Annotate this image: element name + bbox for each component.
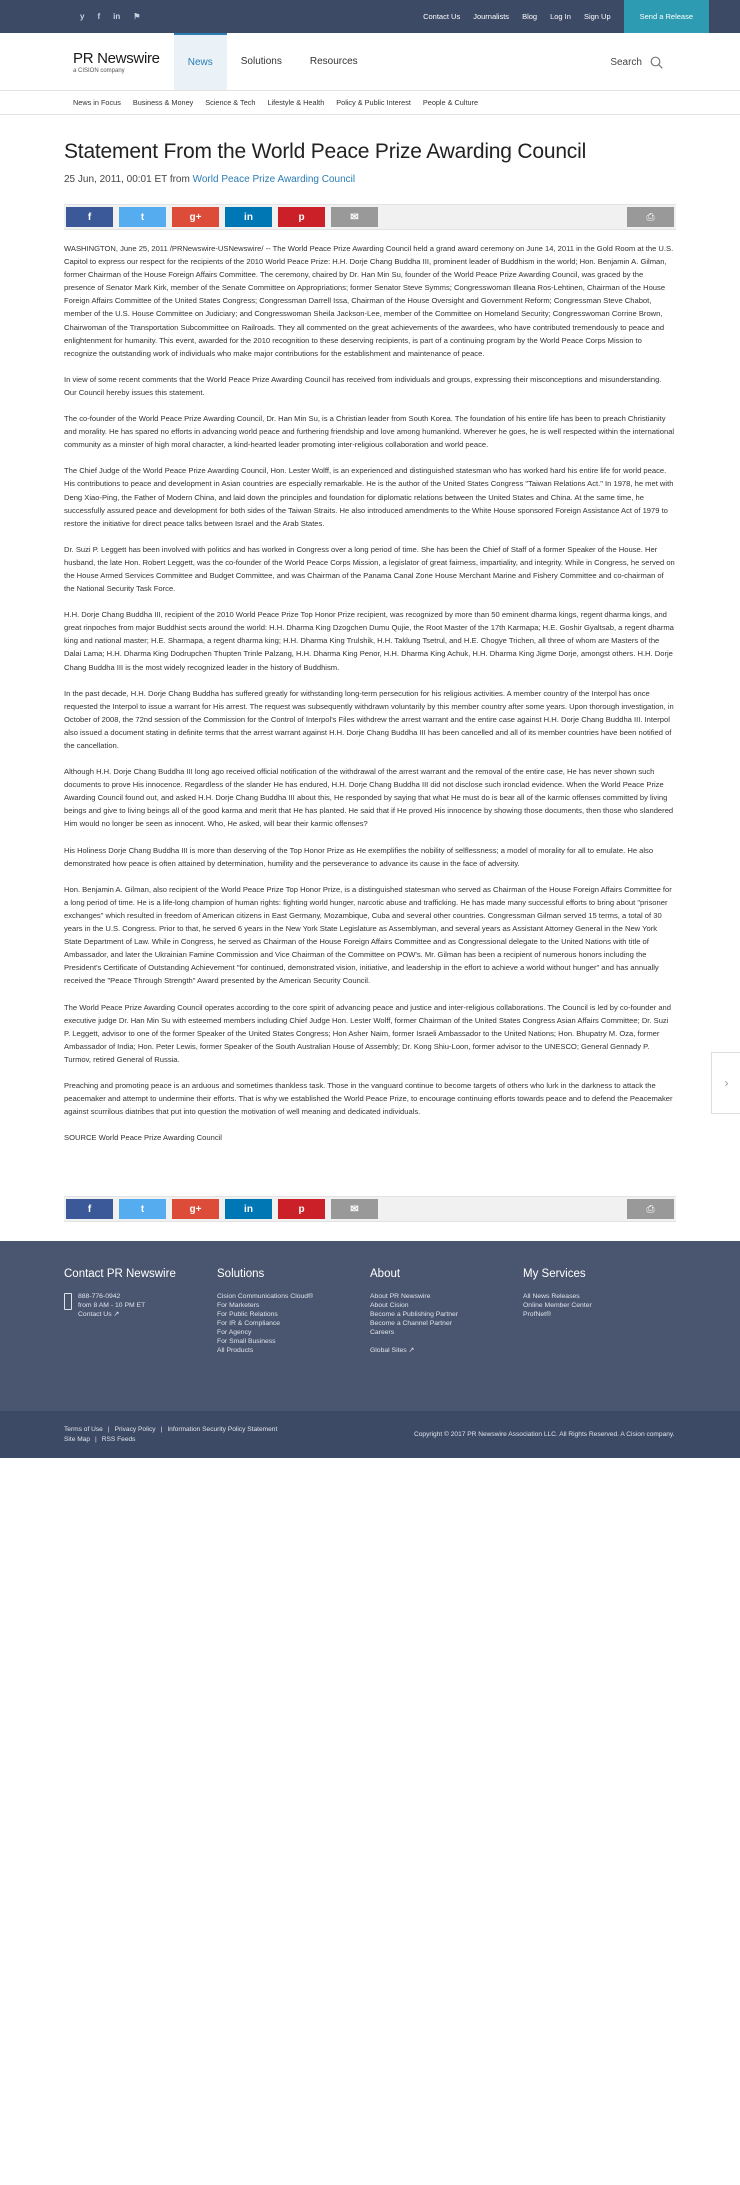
subnav-business-money[interactable]: Business & Money [132,98,194,107]
footer-link[interactable]: ProfNet® [523,1311,552,1319]
paragraph: The co-founder of the World Peace Prize Awarding Council, Dr. Han Min Su, is a Christian leader from South Korea. The foundation of his entire life has been to preach Christianity and morality. He has spared no efforts in advancing world peace and furthering friendship and love among humankind. Wherever he goes, he is well respected within the international community as a minster of high moral character, a kind-hearted leader promoting inter-religious collaboration and world peace. [64,414,675,450]
share-bar-bottom [64,1196,676,1222]
phone-block [64,1292,217,1319]
subnav-news-in-focus[interactable]: News in Focus [73,98,121,107]
facebook-share-button[interactable]: f [66,1199,113,1219]
separator: | [160,1425,163,1433]
subnav-lifestyle-health[interactable]: Lifestyle & Health [267,98,325,107]
footer-link[interactable]: Cision Communications Cloud® [217,1293,314,1301]
footer-about [370,1268,523,1411]
top-links [423,0,693,33]
social-links [80,12,140,21]
contact-us-link[interactable]: Contact Us [423,12,461,21]
search-icon[interactable] [650,56,663,69]
phone-number[interactable]: 888-776-0942 [78,1293,121,1301]
footer-link[interactable]: Careers [370,1329,395,1337]
source-line: SOURCE World Peace Prize Awarding Council [64,1133,222,1143]
search-label: Search [610,56,642,68]
logo-title: PR Newswire [73,49,160,67]
paragraph: The World Peace Prize Awarding Council operates according to the core spirit of advancing peace and justice and inter-religious collaborations. The Council is led by co-founder and executive judge Dr. Han Min Su with esteemed members including Chief Judge Hon. Lester Wolff, former Chairman of the United States Congress Asian Affairs Committee; Dr. Suzi P. Leggett, advisor to one of the former Speaker of the United States Congress; Hon Asher Naim, former Israeli Ambassador to the United Nations; Hon. Bhupatry M. Oza, former Ambassador of India; Hon. Peter Lewis, former Speaker of the South Australian House of Assembly; Dr. Kong Shiu-Loon, former advisor to the UNESCO; General Gennady P. Turmov, retired General of Russia. [64,1002,672,1064]
copyright: Copyright © 2017 PR Newswire Association LLC. All Rights Reserved. A Cision company. [414,1430,675,1438]
pinterest-share-button[interactable]: p [278,1199,325,1219]
separator: | [95,1435,97,1443]
terms-link[interactable]: Terms of Use [64,1425,103,1433]
phone-hours: from 8 AM - 10 PM ET [78,1302,146,1310]
next-article-arrow[interactable] [711,1052,740,1114]
footer-heading: About [370,1268,401,1281]
search[interactable] [610,33,663,91]
nav-news[interactable]: News [174,33,227,90]
twitter-share-button[interactable]: t [119,1199,166,1219]
linkedin-share-button[interactable]: in [225,1199,272,1219]
facebook-share-button[interactable]: f [66,207,113,227]
footer-link[interactable]: For Public Relations [217,1311,278,1319]
subnav-science-tech[interactable]: Science & Tech [205,98,256,107]
footer-link[interactable]: About Cision [370,1302,409,1310]
subnav-people-culture[interactable]: People & Culture [422,98,479,107]
legal-links [64,1425,277,1445]
log-in-link[interactable]: Log In [550,12,571,21]
article [0,140,740,1222]
footer [0,1241,740,1411]
paragraph: H.H. Dorje Chang Buddha III, recipient of the 2010 World Peace Prize Top Honor Prize recipient, was recognized by more than 50 eminent dharma kings, regent dharma kings, and great rinpoches from major Buddhist sects around the world: H.H. Dharma King Dzogchen Dumu Qujie, the Root Master of the 17th Karmapa; H.E. Goshir Gyaltsab, a regent dharma king and national master; H.E. Sharmapa, a regent dharma king; H.H. Dharma King Trulshik, H.H. Taklung Tsetrul, and H.E. Chogye Trichen, all three of whom are Masters of the Dalai Lama; H.H. Dharma King Dodrupchen Thupten Trinle Palzang, H.H. Dharma King Penor, H.H. Dharma King Achuk, H.H. Dharma King Jigme Dorje, amongst others. H.H. Dorje Chang Buddha III is the most widely recognized leader in the history of Buddhism. [64,610,674,672]
youtube-icon[interactable]: y [80,12,85,21]
sign-up-link[interactable]: Sign Up [583,12,611,21]
googleplus-share-button[interactable]: g+ [172,1199,219,1219]
googleplus-share-button[interactable]: g+ [172,207,219,227]
send-release-button[interactable]: Send a Release [624,0,709,33]
linkedin-icon[interactable]: in [113,12,121,21]
bottom-bar [0,1411,740,1458]
logo-subtitle: a CISION company [73,67,125,74]
from-word: from [169,174,190,185]
print-button[interactable]: ⎙ [627,207,674,227]
paragraph: Dr. Suzi P. Leggett has been involved with politics and has worked in Congress over a long period of time. She has been the Chief of Staff of a former Speaker of the House. Her husband, the late Hon. Robert Leggett, was the co-founder of the World Peace Corps Mission, a legislator of great fairness, impartiality, and integrity. While in Congress, he served on the House Armed Services Committee and Budget Committee, and was Chairman of the Panama Canal Zone House Merchant Marine and Fishery Committee and co-chairman of the National Security Task Force. [64,544,675,594]
footer-heading: Solutions [217,1268,265,1281]
main-nav [174,33,372,90]
nav-solutions[interactable]: Solutions [240,56,282,67]
rss-link[interactable]: RSS Feeds [101,1435,136,1443]
global-sites-link[interactable]: Global Sites ↗ [370,1347,415,1355]
footer-link[interactable]: All News Releases [523,1293,580,1301]
paragraph: In view of some recent comments that the World Peace Prize Awarding Council has received from individuals and groups, expressing their misconceptions and misunderstanding. Our Council hereby issues this statement. [64,374,662,397]
footer-solutions [217,1268,370,1411]
blog-link[interactable]: Blog [522,12,538,21]
footer-link[interactable]: Online Member Center [523,1302,592,1310]
release-date: 25 Jun, 2011, 00:01 ET [64,174,168,185]
journalists-link[interactable]: Journalists [473,12,510,21]
footer-link[interactable]: For Marketers [217,1302,260,1310]
twitter-share-button[interactable]: t [119,207,166,227]
bookmark-icon[interactable]: ⚑ [133,12,141,21]
email-share-button[interactable]: ✉ [331,1199,378,1219]
logo[interactable] [73,33,160,90]
paragraph: In the past decade, H.H. Dorje Chang Buddha has suffered greatly for withstanding long-term persecution for his religious activities. A member country of the Interpol has once requested the Interpol to issue a warrant for His arrest. The request was subsequently withdrawn voluntarily by this member country after some years. Upon thorough investigation, in October of 2008, the 72nd session of the Commission for the Control of Interpol's Files withdrew the arrest warrant and the entire case against H.H. Dorje Chang Buddha III. Interpol also issued a document stating in definite terms that the arrest warrant against H.H. Dorje Chang Buddha III has been cancelled and all of its member countries have been notified of the cancellation. [64,688,674,750]
footer-heading: My Services [523,1268,586,1281]
linkedin-share-button[interactable]: in [225,207,272,227]
paragraph: Although H.H. Dorje Chang Buddha III long ago received official notification of the withdrawal of the arrest warrant and the removal of the entire case, He has never shown such documents to prove His innocence. Regardless of the slander He has endured, H.H. Dorje Chang Buddha III did not disclose such ironclad evidence. When the World Peace Prize Awarding Council found out, and asked H.H. Dorje Chang Buddha III about this, He responded by saying that what He must do is bear all of the karmic offenses committed by living beings and give to living beings all of the good karma and merit that He has planted. He said that if He proved His innocence by showing those documents, then those who slandered Him would no longer be seen as innocent. Who, He asked, will bear their karmic offenses? [64,767,674,829]
separator: | [107,1425,110,1433]
footer-contact-link[interactable]: Contact Us ↗ [78,1311,120,1319]
infosec-link[interactable]: Information Security Policy Statement [167,1425,278,1433]
sub-nav [0,91,740,115]
dateline [64,174,676,185]
facebook-icon[interactable]: f [97,12,101,21]
source-link[interactable]: World Peace Prize Awarding Council [192,174,356,185]
article-body [64,242,676,1144]
paragraph: His Holiness Dorje Chang Buddha III is more than deserving of the Top Honor Prize as He exemplifies the nobility of selflessness; a model of morality for all to emulate. He also demonstrated how peace is often attained by determination, humility and the perseverance to advance its cause in the face of adversity. [64,845,654,868]
share-bar-top [64,204,676,230]
footer-link[interactable]: For IR & Compliance [217,1320,281,1328]
print-button[interactable]: ⎙ [627,1199,674,1219]
nav-resources[interactable]: Resources [309,56,358,67]
footer-contact [64,1268,217,1411]
sitemap-link[interactable]: Site Map [64,1435,91,1443]
footer-link[interactable]: Become a Publishing Partner [370,1311,459,1319]
privacy-link[interactable]: Privacy Policy [114,1425,156,1433]
subnav-policy[interactable]: Policy & Public Interest [336,98,411,107]
footer-link[interactable]: About PR Newswire [370,1293,431,1301]
paragraph: Hon. Benjamin A. Gilman, also recipient of the World Peace Prize Top Honor Prize, is a distinguished statesman who served as Chairman of the House Foreign Affairs Committee for a long period of time. He is a life-long champion of human rights: fighting world hunger, narcotic abuse and trafficking. He has made many successful efforts to bring about "prisoner exchanges" which resulted in freedom of American citizens in East Germany, Mozambique, Cuba and several other countries. Congressman Gilman served 15 terms, a total of 30 years in the U.S. Congress. Prior to that, he served 6 years in the New York State Legislature as Assemblyman, and several years as Assistant Attorney General in the New York State Department of Law. While in Congress, he served as Chairman of the House Foreign Affairs Committee and as Congressional delegate to the United Nations with title of Ambassador, and later the Ukrainian Famine Commission and Vice Chairman of the Committee on POW's. Mr. Gilman has been a recipient of numerous honors including the President's Certificate of Outstanding Achievement "for continued, demonstrated vision, initiative, and leadership in the effort to achieve a world without hunger" and has annually received the "Peace Through Strength" Award presented by the American Security Council. [64,884,672,986]
email-share-button[interactable]: ✉ [331,207,378,227]
paragraph: Preaching and promoting peace is an arduous and sometimes thankless task. Those in the vanguard continue to become targets of others who lurk in the darkness to attack the peacemaker and attempt to undermine their efforts. That is why we established the World Peace Prize, to encourage continuing efforts towards peace and to defend the Peacemaker against scurrilous diatribes that put into question the motivation of well meaning and dedicated individuals. [64,1080,673,1117]
paragraph: The Chief Judge of the World Peace Prize Awarding Council, Hon. Lester Wolff, is an experienced and distinguished statesman who has worked hard his entire life for world peace. His contributions to peace and development in Asian countries are especially remarkable. He is the author of the United States Congress "Taiwan Relations Act." In 1978, he met with Deng Xiao-Ping, the Father of Modern China, and laid down the principles and foundation for diplomatic relations between the United States and China. At the same time, he successfully assured peace and development for both sides of the Taiwan Straits. He also introduced amendments to the White House sponsored Foreign Assistance Act of 1979 to restore the initiative for direct peace talks between Israel and the Arab States. [64,466,674,528]
site-header [0,33,740,91]
footer-services [523,1268,676,1411]
footer-heading: Contact PR Newswire [64,1268,176,1281]
footer-link[interactable]: For Small Business [217,1338,276,1346]
footer-link[interactable]: For Agency [217,1329,252,1337]
phone-icon [64,1293,72,1310]
page-title: Statement From the World Peace Prize Awarding Council [64,140,587,163]
footer-link[interactable]: Become a Channel Partner [370,1320,452,1328]
chevron-right-icon: › [724,1076,729,1090]
top-bar [0,0,740,33]
paragraph: WASHINGTON, June 25, 2011 /PRNewswire-USNewswire/ -- The World Peace Prize Awarding Council held a grand award ceremony on June 14, 2011 in the Gold Room at the U.S. Capitol to express our respect for the recipients of the 2010 World Peace Prize: H.H. Dorje Chang Buddha III, prominent leader of Buddhism in the world; Hon. Benjamin A. Gilman, former Chairman of the House Foreign Affairs Committee. The ceremony, chaired by Dr. Han Min Su, founder of the World Peace Prize Awarding Council, was graced by the presence of Senator Mark Kirk, member of the Senate Committee on Appropriations; former Senator Steve Symms; Congresswoman Illeana Ros-Lehtinen, Chairman of the House Foreign Affairs Committee of the United States Congress; Congressman Darrell Issa, Chairman of the House Oversight and Government Reform; Congressman Steve Chabot, member of the U.S. House Committee on Judiciary; and Congresswoman Sheila Jackson-Lee, member of the Committee on Homeland Security; Congresswoman Corrine Brown, Chairwoman of the Transportation Subcommittee on Railroads. They all commented on the great achievements of the awardees, who have contributed tremendously to peace and enlightenment for humanity. This event, awarded for the 2010 recognition to these deserving recipients, is part of a continuing program by the World Peace Corps Mission to recognize the outstanding work of individuals who make major contributions for the establishment and maintenance of peace. [64,244,674,358]
footer-link[interactable]: All Products [217,1347,254,1355]
pinterest-share-button[interactable]: p [278,207,325,227]
